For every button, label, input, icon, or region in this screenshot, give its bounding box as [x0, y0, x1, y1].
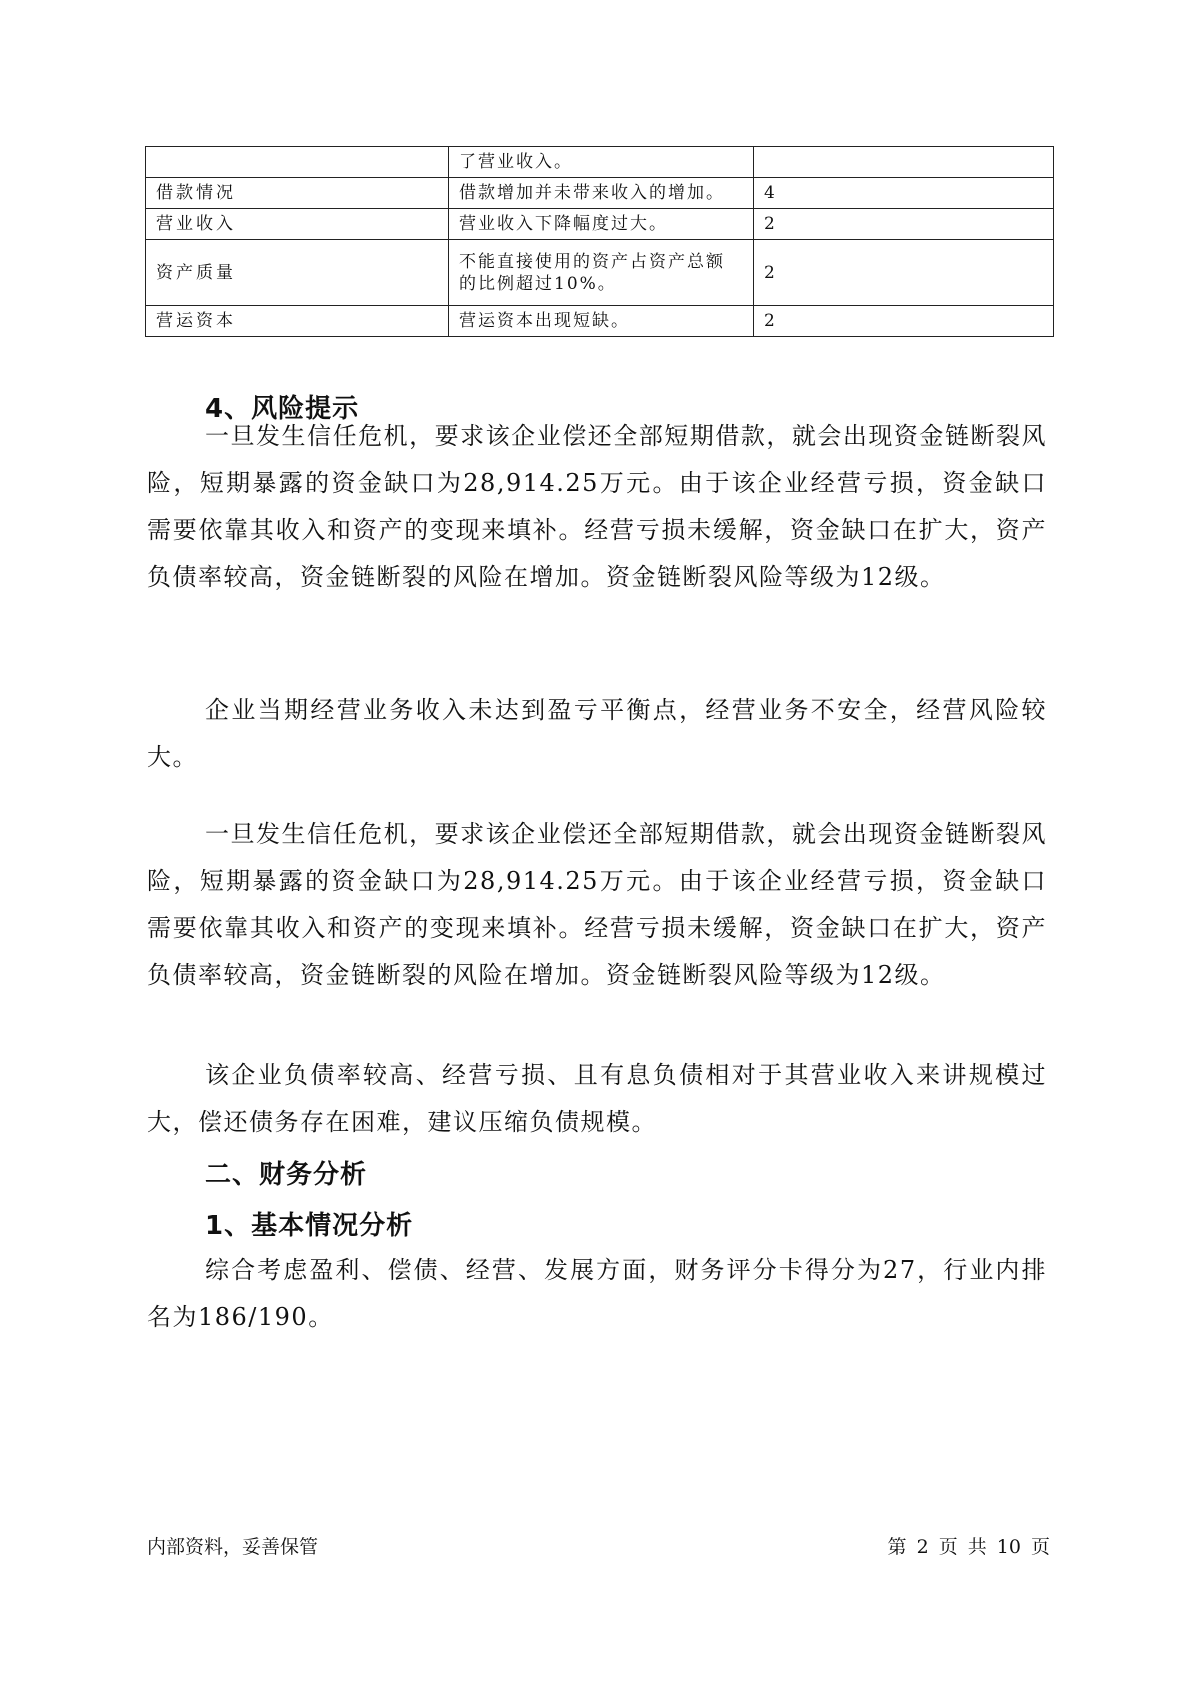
table-cell-desc: 营业收入下降幅度过大。	[449, 209, 754, 240]
table-cell-score: 2	[754, 240, 1054, 306]
section-heading-financial: 二、财务分析	[205, 1160, 368, 1190]
paragraph-basic: 综合考虑盈利、偿债、经营、发展方面，财务评分卡得分为27，行业内排名为186/190。	[147, 1256, 1047, 1331]
table-cell-desc: 借款增加并未带来收入的增加。	[449, 178, 754, 209]
table-cell-score: 2	[754, 306, 1054, 337]
table-row	[146, 178, 1054, 209]
table-cell-desc: 了营业收入。	[449, 147, 754, 178]
table-cell-item	[146, 147, 449, 178]
table-cell-desc: 营运资本出现短缺。	[449, 306, 754, 337]
table-cell-score	[754, 147, 1054, 178]
table-row	[146, 147, 1054, 178]
table-row	[146, 240, 1054, 306]
table-cell-item: 借款情况	[146, 178, 449, 209]
paragraph-risk-4: 该企业负债率较高、经营亏损、且有息负债相对于其营业收入来讲规模过大，偿还债务存在困难，建议压缩负债规模。	[147, 1061, 1047, 1136]
table-cell-item: 资产质量	[146, 240, 449, 306]
section-heading-risk: 4、风险提示	[205, 394, 360, 424]
table-cell-item: 营业收入	[146, 209, 449, 240]
table-cell-desc: 不能直接使用的资产占资产总额的比例超过10%。	[449, 240, 754, 306]
paragraph-risk-1: 一旦发生信任危机，要求该企业偿还全部短期借款，就会出现资金链断裂风险，短期暴露的资金缺口为28,914.25万元。由于该企业经营亏损，资金缺口需要依靠其收入和资产的变现来填补。经营亏损未缓解，资金缺口在扩大，资产负债率较高，资金链断裂的风险在增加。资金链断裂风险等级为12级。	[147, 422, 1047, 591]
table-cell-score: 4	[754, 178, 1054, 209]
table-row	[146, 306, 1054, 337]
paragraph-risk-2: 企业当期经营业务收入未达到盈亏平衡点，经营业务不安全，经营风险较大。	[147, 696, 1047, 771]
table-cell-item: 营运资本	[146, 306, 449, 337]
footer-page-number: 第 2 页 共 10 页	[887, 1536, 1050, 1558]
table-row	[146, 209, 1054, 240]
table-cell-score: 2	[754, 209, 1054, 240]
paragraph-risk-3: 一旦发生信任危机，要求该企业偿还全部短期借款，就会出现资金链断裂风险，短期暴露的资金缺口为28,914.25万元。由于该企业经营亏损，资金缺口需要依靠其收入和资产的变现来填补。经营亏损未缓解，资金缺口在扩大，资产负债率较高，资金链断裂的风险在增加。资金链断裂风险等级为12级。	[147, 820, 1047, 989]
risk-factor-table	[145, 146, 1054, 337]
footer-confidential: 内部资料，妥善保管	[147, 1536, 319, 1558]
sub-heading-basic: 1、基本情况分析	[205, 1211, 414, 1241]
